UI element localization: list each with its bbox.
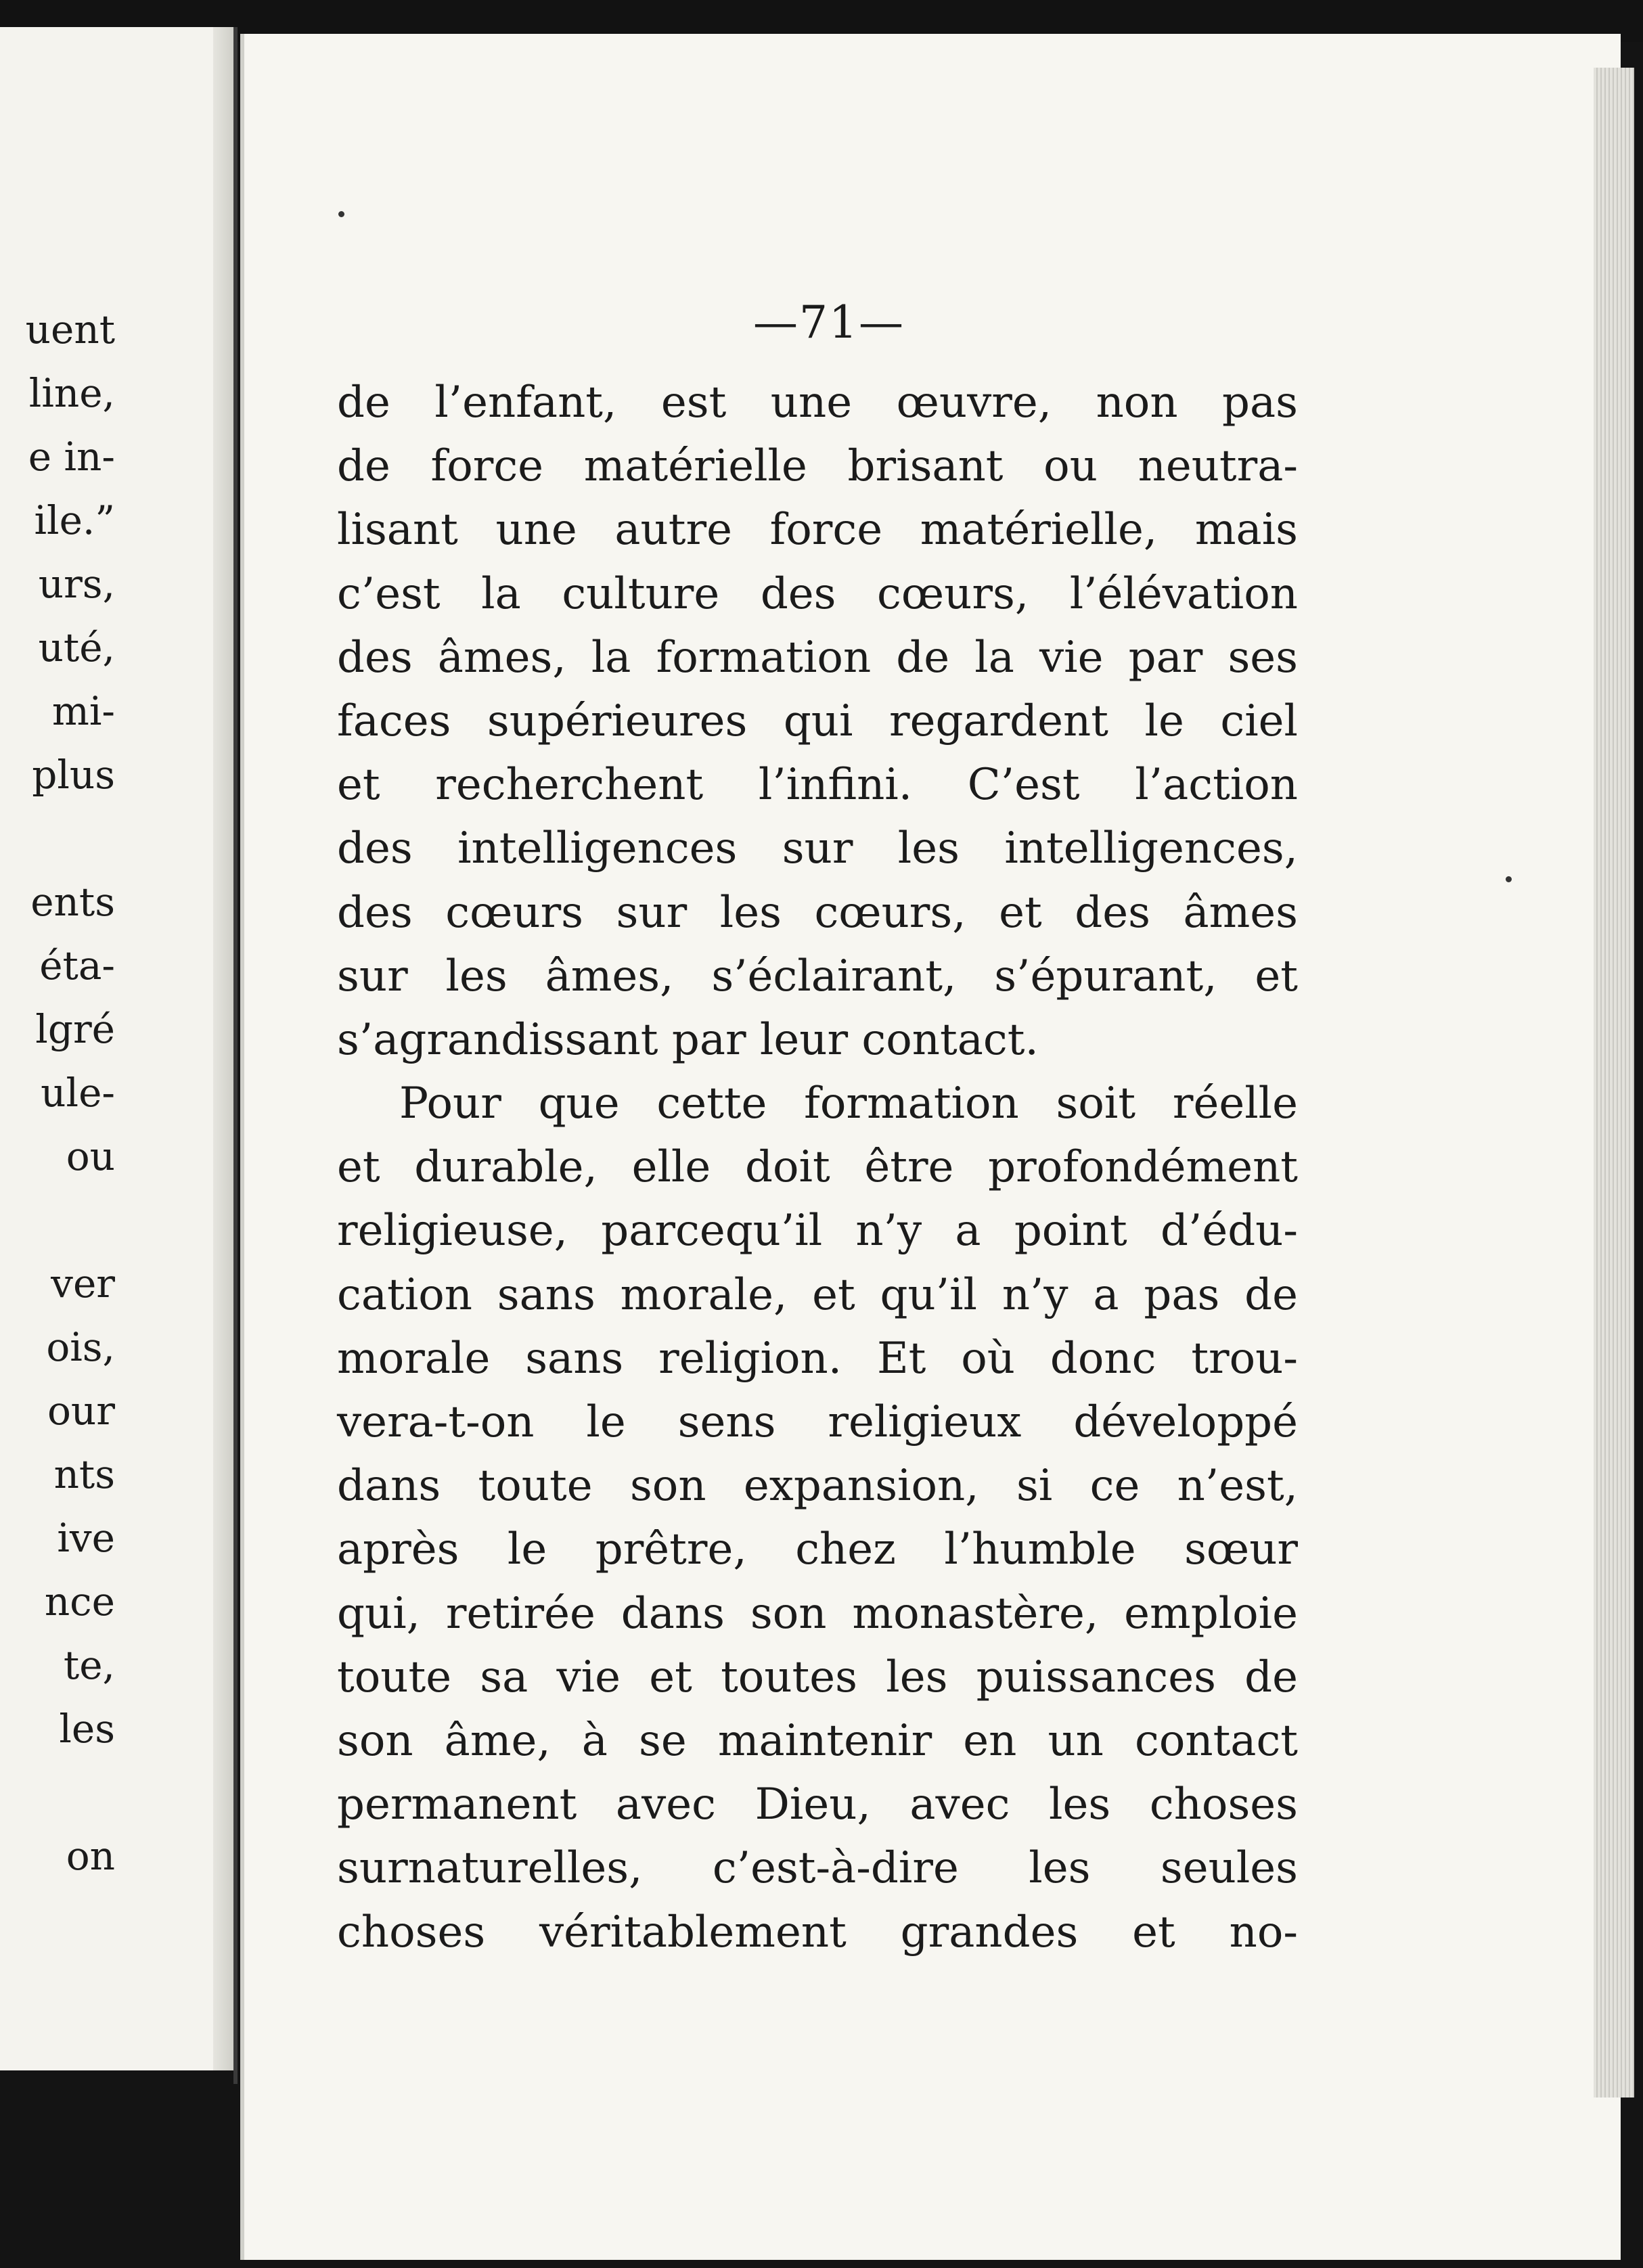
text-line: ver: [51, 1261, 115, 1307]
text-line: ents: [30, 879, 115, 925]
text-line: te,: [63, 1642, 115, 1688]
text-line: qui, retirée dans son monastère, emploie: [337, 1588, 1298, 1639]
text-line: ule-: [41, 1070, 115, 1116]
text-line: urs,: [38, 561, 115, 607]
ink-speck: [338, 211, 344, 217]
text-line: on: [66, 1833, 115, 1879]
paragraph-gap: [0, 1761, 223, 1824]
text-line: des intelligences sur les intelligences,: [337, 823, 1298, 874]
previous-page-text: [0, 298, 223, 1888]
text-line: dans toute son expansion, si ce n’est,: [337, 1461, 1298, 1512]
text-line: de force matérielle brisant ou neutra-: [337, 441, 1298, 492]
text-line: ou: [66, 1133, 115, 1179]
text-line: mi-: [51, 688, 115, 734]
text-line: s’agrandissant par leur contact.: [337, 1014, 1039, 1065]
text-line: toute sa vie et toutes les puissances de: [337, 1652, 1298, 1702]
text-line: et recherchent l’infini. C’est l’action: [337, 760, 1298, 811]
text-line: de l’enfant, est une œuvre, non pas: [337, 378, 1298, 428]
text-line: des cœurs sur les cœurs, et des âmes: [337, 887, 1298, 938]
text-line: éta-: [39, 943, 115, 989]
text-line: lgré: [35, 1006, 115, 1052]
text-line: faces supérieures qui regardent le ciel: [337, 696, 1298, 746]
text-line: ile.”: [34, 497, 115, 543]
text-line: uent: [25, 307, 115, 353]
text-line: cation sans morale, et qu’il n’y a pas de: [337, 1269, 1298, 1320]
text-line: vera-t-on le sens religieux développé: [337, 1397, 1298, 1447]
paragraph-gap: [0, 807, 223, 870]
text-line: après le prêtre, chez l’humble sœur: [337, 1524, 1298, 1575]
body-text: [337, 371, 1298, 1964]
text-line: our: [47, 1388, 115, 1434]
text-line: uté,: [38, 625, 115, 671]
text-line: nce: [44, 1579, 115, 1625]
text-line: permanent avec Dieu, avec les choses: [337, 1779, 1298, 1830]
text-line: nts: [53, 1451, 115, 1497]
text-line: plus: [32, 752, 115, 798]
text-line: ois,: [46, 1324, 115, 1370]
page-stack-edge: [1594, 68, 1634, 2097]
text-line: line,: [28, 370, 115, 416]
text-line: c’est la culture des cœurs, l’élévation: [337, 568, 1298, 619]
text-line: Pour que cette formation soit réelle: [399, 1079, 1298, 1129]
page-number: —71—: [753, 296, 905, 348]
scan-bottom-border: [0, 2070, 233, 2268]
ink-speck: [1506, 876, 1512, 882]
text-line: ive: [57, 1515, 115, 1561]
text-line: morale sans religion. Et où donc trou-: [337, 1333, 1298, 1384]
text-line: religieuse, parcequ’il n’y a point d’édu-: [337, 1206, 1298, 1256]
text-line: choses véritablement grandes et no-: [337, 1907, 1298, 1957]
text-line: les: [59, 1706, 115, 1752]
text-line: et durable, elle doit être profondément: [337, 1142, 1298, 1193]
text-line: surnaturelles, c’est-à-dire les seules: [337, 1843, 1298, 1894]
paragraph-gap: [0, 1188, 223, 1252]
text-line: sur les âmes, s’éclairant, s’épurant, et: [337, 951, 1298, 1001]
text-line: des âmes, la formation de la vie par ses: [337, 632, 1298, 683]
text-line: son âme, à se maintenir en un contact: [337, 1715, 1298, 1766]
text-line: e in-: [28, 434, 115, 480]
text-line: lisant une autre force matérielle, mais: [337, 505, 1298, 555]
